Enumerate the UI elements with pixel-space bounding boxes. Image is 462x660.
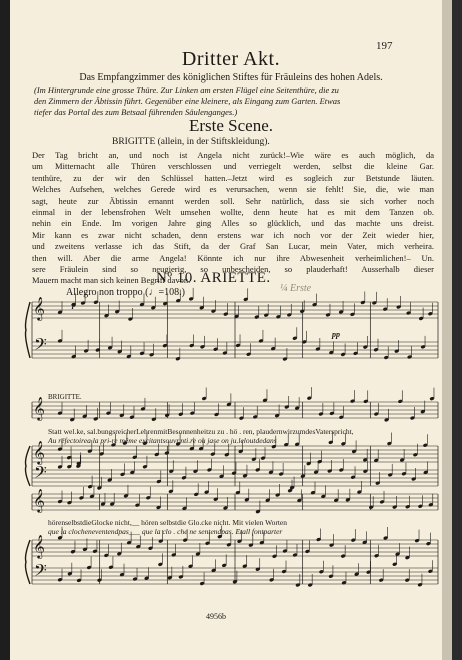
plate-number: 4956b [206,612,226,621]
lyrics-german: Statt wel.ke, sal.bungsreicherLehrenmitBesonnenheitzu zu . hö . ren, plaudernwirzumdesVaterspricht, [48,427,354,436]
prose-line: Mauern macht man sich keinen Begriff davon. [32,275,191,286]
tempo-marking: Allegro non troppo (♩=108.) [66,287,185,298]
lyrics-french: Au réfectoirea la pri-re même excitantsouvr.nti.re ou jase on ju.leloutdedans [48,436,277,445]
lyrics-german: hörenselbstdieGlocke nicht,__ hören selbstdie Glo.cke nicht. Mit vielen Worten [48,518,287,527]
treble-clef: 𝄞 [33,534,45,558]
prose-line: sere Fräulein sind so neugierig, so unbescheiden, so plauderhaft! Ausserhalb dieser [32,264,434,275]
prose-line: then will. Aber die arme Angela! Könnte ich nur ihre Abwesenheit verheimlichen!– Un. [32,252,434,263]
brace [26,540,31,584]
singer-label: BRIGITTE. [48,393,82,401]
score-page [10,0,452,660]
music-notation [10,0,452,660]
prose-line: Welches Aufsehen, welches Gerede wird es verursachen, wenn sie fehlt! Sie, die, wie man [32,184,434,195]
treble-clef: 𝄞 [33,296,45,320]
bass-clef: 𝄢 [34,462,47,486]
scene-title: Erste Scene. [188,116,274,135]
stage-direction-line: den Zimmern der Äbtissin führt. Gegenüber eine kleinere, als Eingang zum Garten. Etwas [34,96,341,106]
prose-line: Mir kann es zwar nicht schaden, denn erstens war ich noch vor der Zeit wieder hier, [32,229,434,240]
prose-line: sagt, heute zur Äbtissin ernannt werden soll. Sehr natürlich, dass sie sich vorher noch [32,195,434,206]
brace [26,446,31,486]
treble-clef: 𝄞 [33,440,45,464]
prose-line: Der Tag bricht an, und noch ist Angela nicht zurück!–Wie wäre es auch möglich, da [32,150,434,160]
pencil-annotation: ¼ Erste [280,283,312,294]
brace [26,302,31,358]
bass-clef: 𝄢 [34,560,47,584]
page-number: 197 [376,40,393,52]
dynamic-mark: pp [332,330,340,339]
prose-line: nehin ein Ende. Im vorigen Jahre ging Alles so glücklich, und das machte uns dreist. [32,218,434,229]
prose-line: um Mitternacht alle Thüren verschlossen und verriegelt werden, selbst die kleine Gar. [32,161,434,172]
bass-clef: 𝄢 [34,334,47,358]
treble-clef: 𝄞 [33,396,45,420]
number-title: Nº 10. ARIETTE. [156,270,271,286]
act-title: Dritter Akt. [181,48,281,70]
stage-direction-line: (Im Hintergrunde eine grosse Thüre. Zur Linken am ersten Flügel eine Seitenthüre, die zu [34,85,339,95]
prose-line: und zweitens verlasse ich das Stift, da der Graf San Lucar, mein Vater, mich verheira. [32,241,434,252]
prose-line: tenthüre, zu der wir den Schlüssel hatten.–Jetzt wird es sogleich zur Betstunde läuten. [32,172,434,183]
book-binding [0,0,10,660]
dynamic-mark: p [72,300,76,309]
stage-direction-line: tiefer das Portal des zum Betsaal führenden Säulenganges.) [34,107,238,117]
lyrics-french: que la clocheneventendpas___ que la clo . che ne sentendpas. Etall fontparter [48,527,283,536]
treble-clef: 𝄞 [33,488,45,512]
character-line: BRIGITTE (allein, in der Stiftskleidung). [112,137,270,147]
act-subtitle: Das Empfangzimmer des königlichen Stiftes für Fräuleins des hohen Adels. [79,72,383,83]
prose-line: einmal in der lebensfrohen Welt umsehen wollte, denn heute hat es mit dem Tanzen ob. [32,207,434,218]
